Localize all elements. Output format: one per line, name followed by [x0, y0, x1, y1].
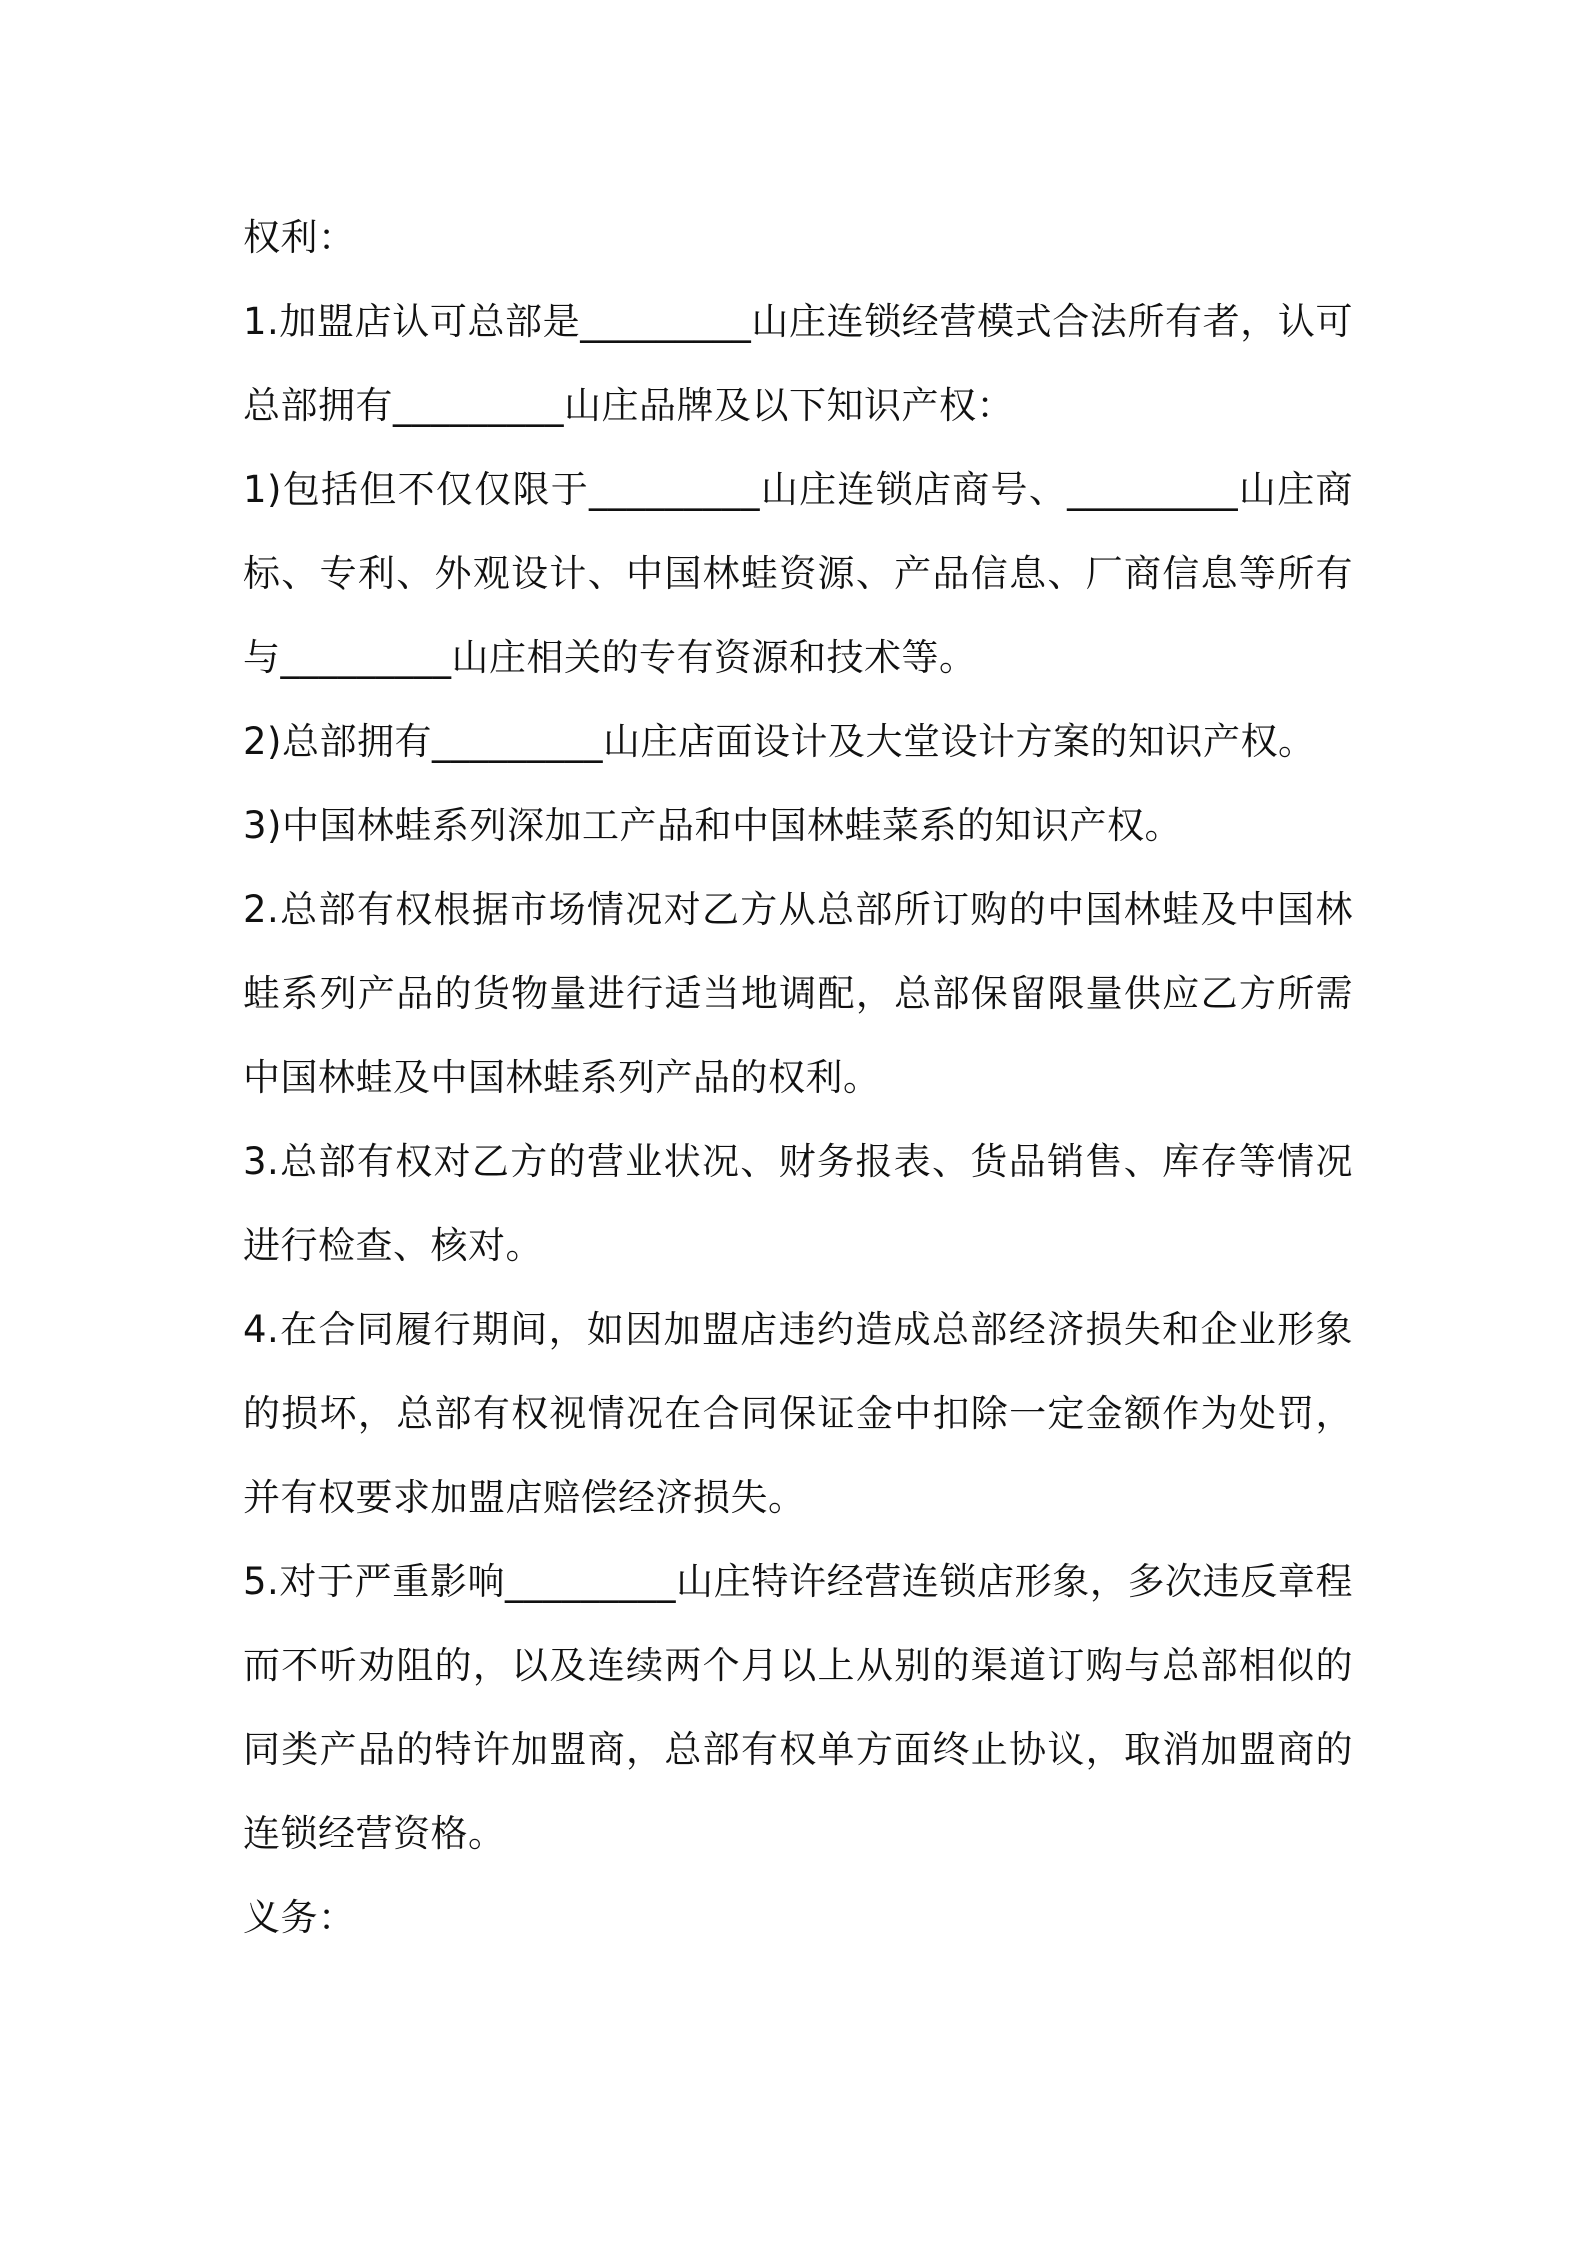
document-body — [243, 196, 1353, 1960]
clause-1: 1.加盟店认可总部是_________山庄连锁经营模式合法所有者，认可总部拥有_________山庄品牌及以下知识产权： — [243, 300, 1353, 427]
clause-1-item-2: 2)总部拥有_________山庄店面设计及大堂设计方案的知识产权。 — [243, 720, 1316, 763]
clause-5: 5.对于严重影响_________山庄特许经营连锁店形象，多次违反章程而不听劝阻的，以及连续两个月以上从别的渠道订购与总部相似的同类产品的特许加盟商，总部有权单方面终止协议，取消加盟商的连锁经营资格。 — [243, 1560, 1353, 1855]
clause-2: 2.总部有权根据市场情况对乙方从总部所订购的中国林蛙及中国林蛙系列产品的货物量进行适当地调配，总部保留限量供应乙方所需中国林蛙及中国林蛙系列产品的权利。 — [243, 888, 1353, 1099]
rights-heading: 权利： — [243, 216, 356, 259]
obligations-heading: 义务： — [243, 1896, 356, 1939]
clause-3: 3.总部有权对乙方的营业状况、财务报表、货品销售、库存等情况进行检查、核对。 — [243, 1140, 1353, 1267]
clause-1-item-3: 3)中国林蛙系列深加工产品和中国林蛙菜系的知识产权。 — [243, 804, 1182, 847]
clause-1-item-1: 1)包括但不仅仅限于_________山庄连锁店商号、_________山庄商标、专利、外观设计、中国林蛙资源、产品信息、厂商信息等所有与_________山庄相关的专有资源和技术等。 — [243, 468, 1353, 679]
clause-4: 4.在合同履行期间，如因加盟店违约造成总部经济损失和企业形象的损坏，总部有权视情况在合同保证金中扣除一定金额作为处罚，并有权要求加盟店赔偿经济损失。 — [243, 1308, 1353, 1519]
